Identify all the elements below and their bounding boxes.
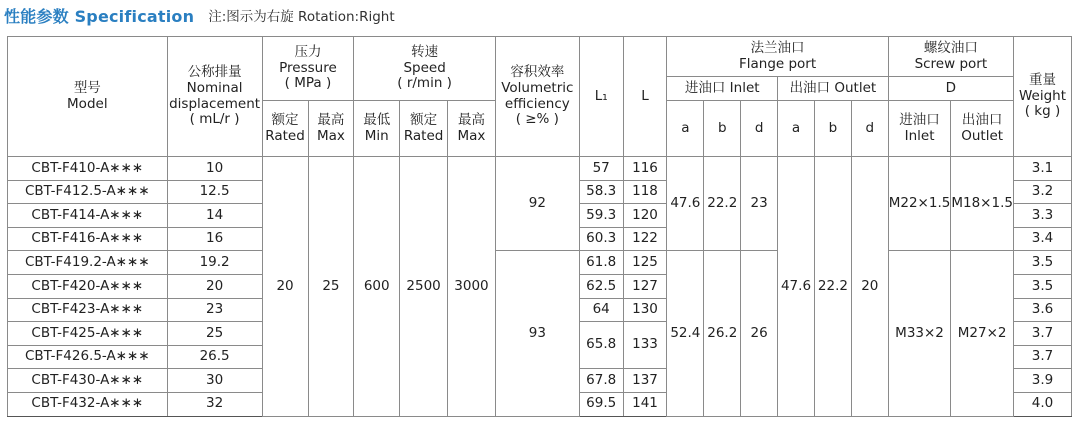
header-screw-outlet: 出油口 Outlet	[951, 101, 1014, 157]
weight-cell: 3.1	[1013, 157, 1071, 181]
weight-cell: 3.2	[1013, 180, 1071, 204]
specification-table	[7, 36, 1072, 417]
l-cell: 120	[623, 204, 667, 228]
header-flange-port: 法兰油口 Flange port	[667, 37, 888, 77]
header-speed-max: 最高 Max	[448, 101, 496, 157]
header-screw-inlet: 进油口 Inlet	[888, 101, 951, 157]
table-body	[8, 157, 1072, 417]
l-cell: 122	[623, 227, 667, 251]
outlet-a-cell: 47.6	[778, 157, 815, 417]
header-screw-d: D	[888, 77, 1013, 101]
header-pressure-rated: 额定 Rated	[262, 101, 308, 157]
header-inlet-b: b	[704, 101, 741, 157]
header-model: 型号 Model	[8, 37, 168, 157]
table-row	[8, 157, 1072, 181]
header-speed: 转速 Speed ( r/min )	[354, 37, 496, 101]
header-weight: 重量 Weight ( kg )	[1013, 37, 1071, 157]
header-displacement: 公称排量 Nominal displacement ( mL/r )	[167, 37, 262, 157]
header-inlet-a: a	[667, 101, 704, 157]
model-cell: CBT-F430-A∗∗∗	[8, 369, 168, 393]
inlet-b-cell: 26.2	[704, 251, 741, 416]
speed-max-cell: 3000	[448, 157, 496, 417]
model-cell: CBT-F432-A∗∗∗	[8, 392, 168, 416]
screw-inlet-cell: M33×2	[888, 251, 951, 416]
header-speed-min: 最低 Min	[354, 101, 400, 157]
pressure-max-cell: 25	[308, 157, 354, 417]
displacement-cell: 32	[167, 392, 262, 416]
l-cell: 137	[623, 369, 667, 393]
l-cell: 130	[623, 298, 667, 322]
displacement-cell: 16	[167, 227, 262, 251]
weight-cell: 3.5	[1013, 251, 1071, 275]
outlet-d-cell: 20	[851, 157, 888, 417]
inlet-a-cell: 47.6	[667, 157, 704, 251]
table-header	[8, 37, 1072, 157]
model-cell: CBT-F412.5-A∗∗∗	[8, 180, 168, 204]
model-cell: CBT-F425-A∗∗∗	[8, 322, 168, 346]
inlet-d-cell: 26	[741, 251, 778, 416]
weight-cell: 3.6	[1013, 298, 1071, 322]
displacement-cell: 26.5	[167, 345, 262, 369]
page-title: 性能参数 Specification	[4, 6, 195, 26]
weight-cell: 3.7	[1013, 345, 1071, 369]
model-cell: CBT-F426.5-A∗∗∗	[8, 345, 168, 369]
model-cell: CBT-F423-A∗∗∗	[8, 298, 168, 322]
l1-cell: 58.3	[579, 180, 623, 204]
inlet-d-cell: 23	[741, 157, 778, 251]
table-row	[8, 251, 1072, 275]
speed-min-cell: 600	[354, 157, 400, 417]
l-cell: 133	[623, 322, 667, 369]
header-pressure: 压力 Pressure ( MPa )	[262, 37, 354, 101]
speed-rated-cell: 2500	[400, 157, 448, 417]
efficiency-cell: 93	[495, 251, 579, 416]
pressure-rated-cell: 20	[262, 157, 308, 417]
outlet-b-cell: 22.2	[814, 157, 851, 417]
efficiency-cell: 92	[495, 157, 579, 251]
header-outlet-a: a	[778, 101, 815, 157]
model-cell: CBT-F420-A∗∗∗	[8, 274, 168, 298]
l-cell: 127	[623, 274, 667, 298]
weight-cell: 3.3	[1013, 204, 1071, 228]
header-pressure-max: 最高 Max	[308, 101, 354, 157]
displacement-cell: 14	[167, 204, 262, 228]
l1-cell: 57	[579, 157, 623, 181]
model-cell: CBT-F416-A∗∗∗	[8, 227, 168, 251]
weight-cell: 3.7	[1013, 322, 1071, 346]
l1-cell: 59.3	[579, 204, 623, 228]
l-cell: 118	[623, 180, 667, 204]
model-cell: CBT-F419.2-A∗∗∗	[8, 251, 168, 275]
l1-cell: 60.3	[579, 227, 623, 251]
displacement-cell: 10	[167, 157, 262, 181]
weight-cell: 3.4	[1013, 227, 1071, 251]
header-inlet-d: d	[741, 101, 778, 157]
screw-outlet-cell: M27×2	[951, 251, 1014, 416]
header-flange-outlet: 出油口 Outlet	[778, 77, 889, 101]
header-screw-port: 螺纹油口 Screw port	[888, 37, 1013, 77]
screw-outlet-cell: M18×1.5	[951, 157, 1014, 251]
header-flange-inlet: 进油口 Inlet	[667, 77, 778, 101]
weight-cell: 4.0	[1013, 392, 1071, 416]
l-cell: 125	[623, 251, 667, 275]
header-l1: L₁	[579, 37, 623, 157]
displacement-cell: 25	[167, 322, 262, 346]
page-header	[4, 2, 395, 28]
l1-cell: 64	[579, 298, 623, 322]
l1-cell: 61.8	[579, 251, 623, 275]
displacement-cell: 19.2	[167, 251, 262, 275]
header-efficiency: 容积效率 Volumetric efficiency ( ≥% )	[495, 37, 579, 157]
model-cell: CBT-F410-A∗∗∗	[8, 157, 168, 181]
l-cell: 116	[623, 157, 667, 181]
inlet-a-cell: 52.4	[667, 251, 704, 416]
header-outlet-d: d	[851, 101, 888, 157]
l1-cell: 67.8	[579, 369, 623, 393]
displacement-cell: 30	[167, 369, 262, 393]
displacement-cell: 20	[167, 274, 262, 298]
screw-inlet-cell: M22×1.5	[888, 157, 951, 251]
header-speed-rated: 额定 Rated	[400, 101, 448, 157]
model-cell: CBT-F414-A∗∗∗	[8, 204, 168, 228]
header-l: L	[623, 37, 667, 157]
l1-cell: 69.5	[579, 392, 623, 416]
l1-cell: 65.8	[579, 322, 623, 369]
inlet-b-cell: 22.2	[704, 157, 741, 251]
l-cell: 141	[623, 392, 667, 416]
header-outlet-b: b	[814, 101, 851, 157]
rotation-note: 注:图示为右旋 Rotation:Right	[208, 9, 395, 25]
displacement-cell: 12.5	[167, 180, 262, 204]
l1-cell: 62.5	[579, 274, 623, 298]
weight-cell: 3.5	[1013, 274, 1071, 298]
displacement-cell: 23	[167, 298, 262, 322]
weight-cell: 3.9	[1013, 369, 1071, 393]
